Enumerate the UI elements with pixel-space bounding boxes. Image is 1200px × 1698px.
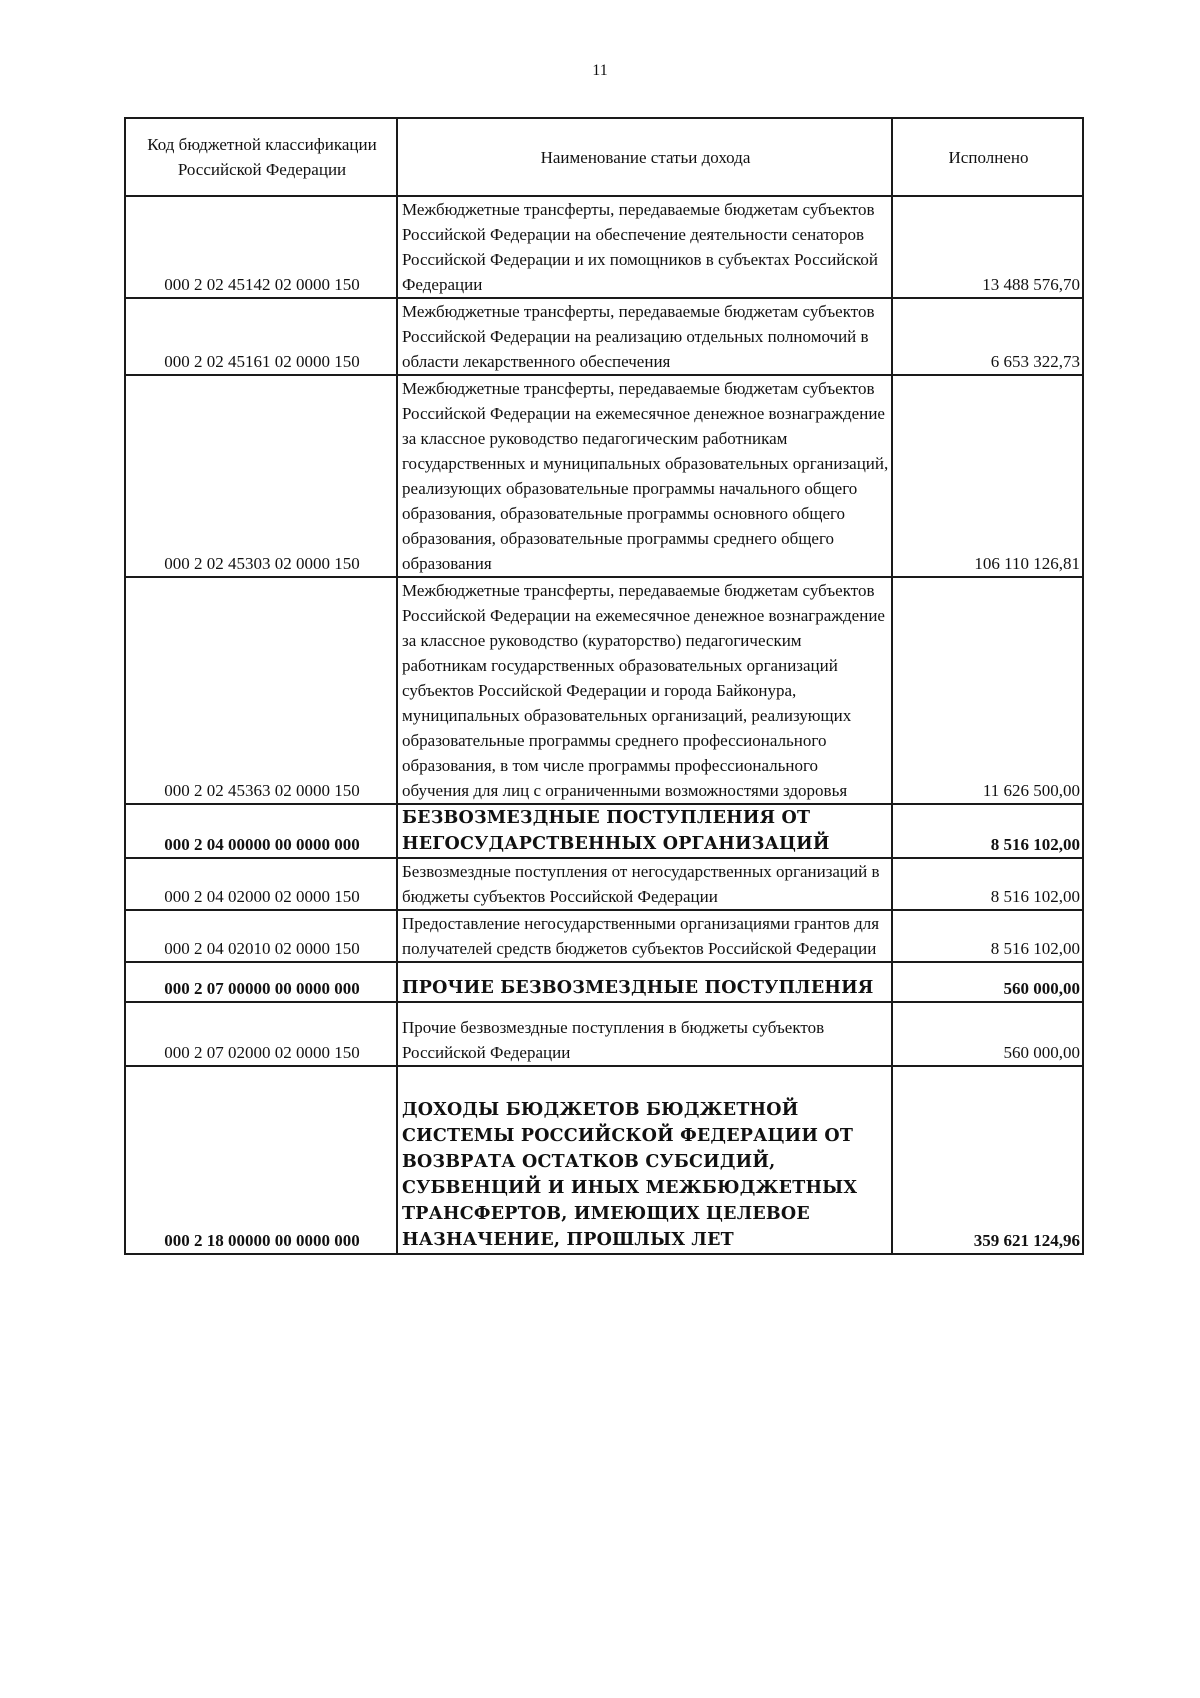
table-row (125, 858, 1083, 910)
row-amount: 106 110 126,81 (892, 375, 1083, 577)
row-name: Прочие безвозмездные поступления в бюджеты субъектов Российской Федерации (397, 1002, 892, 1066)
row-code: 000 2 02 45303 02 0000 150 (125, 375, 397, 577)
table-header-row (125, 118, 1083, 196)
row-amount: 8 516 102,00 (892, 804, 1083, 858)
row-name: ДОХОДЫ БЮДЖЕТОВ БЮДЖЕТНОЙ СИСТЕМЫ РОССИЙСКОЙ ФЕДЕРАЦИИ ОТ ВОЗВРАТА ОСТАТКОВ СУБСИДИЙ, СУБВЕНЦИЙ И ИНЫХ МЕЖБЮДЖЕТНЫХ ТРАНСФЕРТОВ, ИМЕЮЩИХ ЦЕЛЕВОЕ НАЗНАЧЕНИЕ, ПРОШЛЫХ ЛЕТ (397, 1066, 892, 1254)
table-row (125, 298, 1083, 375)
row-amount: 13 488 576,70 (892, 196, 1083, 298)
row-code: 000 2 07 00000 00 0000 000 (125, 962, 397, 1002)
table-row (125, 196, 1083, 298)
row-code: 000 2 04 02010 02 0000 150 (125, 910, 397, 962)
table-row (125, 577, 1083, 804)
revenue-table (124, 117, 1084, 1255)
row-code: 000 2 02 45363 02 0000 150 (125, 577, 397, 804)
row-name: БЕЗВОЗМЕЗДНЫЕ ПОСТУПЛЕНИЯ ОТ НЕГОСУДАРСТВЕННЫХ ОРГАНИЗАЦИЙ (397, 804, 892, 858)
row-amount: 8 516 102,00 (892, 858, 1083, 910)
table-row (125, 1002, 1083, 1066)
row-code: 000 2 02 45142 02 0000 150 (125, 196, 397, 298)
row-code: 000 2 18 00000 00 0000 000 (125, 1066, 397, 1254)
row-code: 000 2 07 02000 02 0000 150 (125, 1002, 397, 1066)
row-name: Межбюджетные трансферты, передаваемые бюджетам субъектов Российской Федерации на ежемесячное денежное вознаграждение за классное руководство (кураторство) педагогическим работникам государственных образовательных организаций субъектов Российской Федерации и города Байконура, муниципальных образовательных организаций, реализующих образовательные программы среднего профессионального образования, в том числе программы профессионального обучения для лиц с ограниченными возможностями здоровья (397, 577, 892, 804)
row-code: 000 2 02 45161 02 0000 150 (125, 298, 397, 375)
table-row-section (125, 804, 1083, 858)
header-name: Наименование статьи дохода (397, 118, 892, 196)
row-amount: 11 626 500,00 (892, 577, 1083, 804)
header-code: Код бюджетной классификации Российской Федерации (125, 118, 397, 196)
row-name: Межбюджетные трансферты, передаваемые бюджетам субъектов Российской Федерации на обеспечение деятельности сенаторов Российской Федерации и их помощников в субъектах Российской Федерации (397, 196, 892, 298)
table-row-section (125, 962, 1083, 1002)
page-number: 11 (592, 62, 608, 79)
row-name: Межбюджетные трансферты, передаваемые бюджетам субъектов Российской Федерации на реализацию отдельных полномочий в области лекарственного обеспечения (397, 298, 892, 375)
table-row-section (125, 1066, 1083, 1254)
row-code: 000 2 04 00000 00 0000 000 (125, 804, 397, 858)
row-amount: 6 653 322,73 (892, 298, 1083, 375)
header-amount: Исполнено (892, 118, 1083, 196)
row-name: Безвозмездные поступления от негосударственных организаций в бюджеты субъектов Российской Федерации (397, 858, 892, 910)
row-code: 000 2 04 02000 02 0000 150 (125, 858, 397, 910)
row-amount: 359 621 124,96 (892, 1066, 1083, 1254)
row-name: Предоставление негосударственными организациями грантов для получателей средств бюджетов субъектов Российской Федерации (397, 910, 892, 962)
row-name: ПРОЧИЕ БЕЗВОЗМЕЗДНЫЕ ПОСТУПЛЕНИЯ (397, 962, 892, 1002)
row-amount: 8 516 102,00 (892, 910, 1083, 962)
row-amount: 560 000,00 (892, 1002, 1083, 1066)
table-row (125, 910, 1083, 962)
row-amount: 560 000,00 (892, 962, 1083, 1002)
row-name: Межбюджетные трансферты, передаваемые бюджетам субъектов Российской Федерации на ежемесячное денежное вознаграждение за классное руководство педагогическим работникам государственных и муниципальных образовательных организаций, реализующих образовательные программы начального общего образования, образовательные программы основного общего образования, образовательные программы среднего общего образования (397, 375, 892, 577)
table-row (125, 375, 1083, 577)
